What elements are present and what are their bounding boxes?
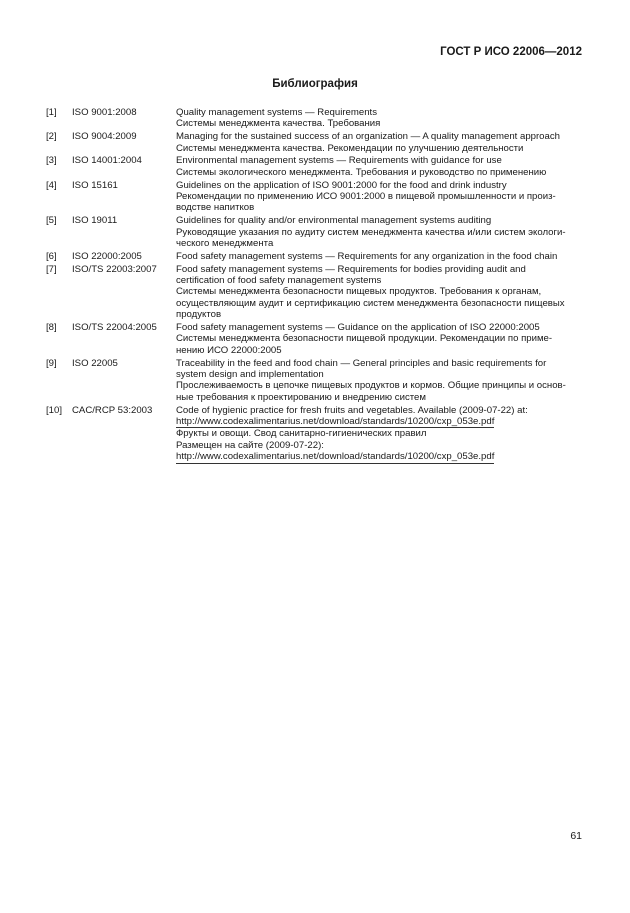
bib-entry bbox=[46, 180, 584, 214]
entry-description bbox=[176, 215, 584, 249]
entry-line: certification of food safety management systems bbox=[176, 275, 382, 287]
section-title: Библиография bbox=[272, 78, 358, 90]
entry-number: [2] bbox=[46, 131, 57, 143]
url-link[interactable]: http://www.codexalimentarius.net/download/standards/10200/cxp_053e.pdf bbox=[176, 416, 495, 428]
entry-description bbox=[176, 155, 584, 178]
bib-entry bbox=[46, 322, 584, 356]
entry-description bbox=[176, 358, 584, 404]
entry-line: Guidelines on the application of ISO 9001:2000 for the food and drink industry bbox=[176, 179, 507, 191]
page-number: 61 bbox=[570, 830, 582, 842]
entry-description bbox=[176, 251, 584, 262]
entry-number: [9] bbox=[46, 357, 57, 369]
entry-code: ISO 15161 bbox=[72, 179, 118, 191]
bib-entry bbox=[46, 264, 584, 321]
entry-number: [8] bbox=[46, 322, 57, 334]
bib-entry bbox=[46, 155, 584, 178]
entry-line: Food safety management systems — Guidance on the application of ISO 22000:2005 bbox=[176, 322, 540, 334]
entry-code: ISO 14001:2004 bbox=[72, 155, 142, 167]
entry-line: Прослеживаемость в цепочке пищевых продуктов и кормов. Общие принципы и основ- bbox=[176, 380, 566, 392]
entry-line: Размещен на сайте (2009-07-22): bbox=[176, 439, 324, 451]
entry-link-wrap bbox=[176, 416, 584, 428]
entry-line: Guidelines for quality and/or environmental management systems auditing bbox=[176, 215, 492, 227]
entry-line: Food safety management systems — Requirements for bodies providing audit and bbox=[176, 263, 526, 275]
bib-entry bbox=[46, 215, 584, 249]
entry-line: Environmental management systems — Requirements with guidance for use bbox=[176, 155, 502, 167]
entry-description bbox=[176, 405, 584, 464]
entry-code: ISO 9004:2009 bbox=[72, 131, 137, 143]
entry-line: Рекомендации по применению ИСО 9001:2000 в пищевой промышленности и произ- bbox=[176, 191, 556, 203]
entry-description bbox=[176, 107, 584, 130]
entry-line: водстве напитков bbox=[176, 202, 255, 214]
entry-description bbox=[176, 322, 584, 356]
entry-line: Системы менеджмента качества. Рекомендации по улучшению деятельности bbox=[176, 142, 524, 154]
bib-entry bbox=[46, 251, 584, 262]
entry-number: [4] bbox=[46, 179, 57, 191]
entry-line: Food safety management systems — Requirements for any organization in the food chain bbox=[176, 250, 558, 262]
entry-number: [7] bbox=[46, 263, 57, 275]
entry-line: Фрукты и овощи. Свод санитарно-гигиенических правил bbox=[176, 428, 427, 440]
entry-line: Системы менеджмента безопасности пищевых продуктов. Требования к органам, bbox=[176, 286, 542, 298]
entry-code: ISO 9001:2008 bbox=[72, 107, 137, 118]
entry-line: Traceability in the feed and food chain — General principles and basic requirements for bbox=[176, 357, 547, 369]
entry-code: CAC/RCP 53:2003 bbox=[72, 404, 153, 416]
document-header: ГОСТ Р ИСО 22006—2012 bbox=[440, 46, 582, 58]
entry-number: [1] bbox=[46, 107, 57, 118]
entry-number: [5] bbox=[46, 215, 57, 227]
bib-entry bbox=[46, 107, 584, 130]
entry-code: ISO/TS 22003:2007 bbox=[72, 263, 157, 275]
bib-entry bbox=[46, 405, 584, 464]
entry-line: Руководящие указания по аудиту систем менеджмента качества и/или систем экологи- bbox=[176, 226, 566, 238]
entry-line: Системы экологического менеджмента. Требования и руководство по применению bbox=[176, 166, 547, 178]
entry-number: [3] bbox=[46, 155, 57, 167]
bib-entry bbox=[46, 131, 584, 154]
entry-line: Системы менеджмента качества. Требования bbox=[176, 118, 381, 130]
entry-number: [10] bbox=[46, 404, 63, 416]
bib-entry bbox=[46, 358, 584, 404]
entry-description bbox=[176, 264, 584, 321]
entry-line: Managing for the sustained success of an organization — A quality management approach bbox=[176, 131, 560, 143]
entry-description bbox=[176, 180, 584, 214]
entry-line: Системы менеджмента безопасности пищевой продукции. Рекомендации по приме- bbox=[176, 333, 553, 345]
entry-code: ISO 19011 bbox=[72, 215, 118, 227]
entry-line: system design and implementation bbox=[176, 369, 324, 381]
entry-line: осуществляющим аудит и сертификацию систем менеджмента безопасности пищевых bbox=[176, 297, 565, 309]
url-link[interactable]: http://www.codexalimentarius.net/download/standards/10200/cxp_053e.pdf bbox=[176, 451, 495, 463]
entry-code: ISO/TS 22004:2005 bbox=[72, 322, 157, 334]
bibliography-list bbox=[46, 107, 584, 465]
entry-code: ISO 22000:2005 bbox=[72, 250, 142, 262]
entry-line: Quality management systems — Requirements bbox=[176, 107, 378, 118]
entry-line: ческого менеджмента bbox=[176, 238, 274, 250]
entry-line: нению ИСО 22000:2005 bbox=[176, 344, 282, 356]
entry-line: продуктов bbox=[176, 309, 222, 321]
entry-line: Code of hygienic practice for fresh fruits and vegetables. Available (2009-07-22) at: bbox=[176, 404, 528, 416]
entry-description bbox=[176, 131, 584, 154]
entry-code: ISO 22005 bbox=[72, 357, 118, 369]
entry-link-wrap bbox=[176, 451, 584, 463]
entry-line: ные требования к проектированию и внедрению систем bbox=[176, 391, 426, 403]
entry-number: [6] bbox=[46, 250, 57, 262]
